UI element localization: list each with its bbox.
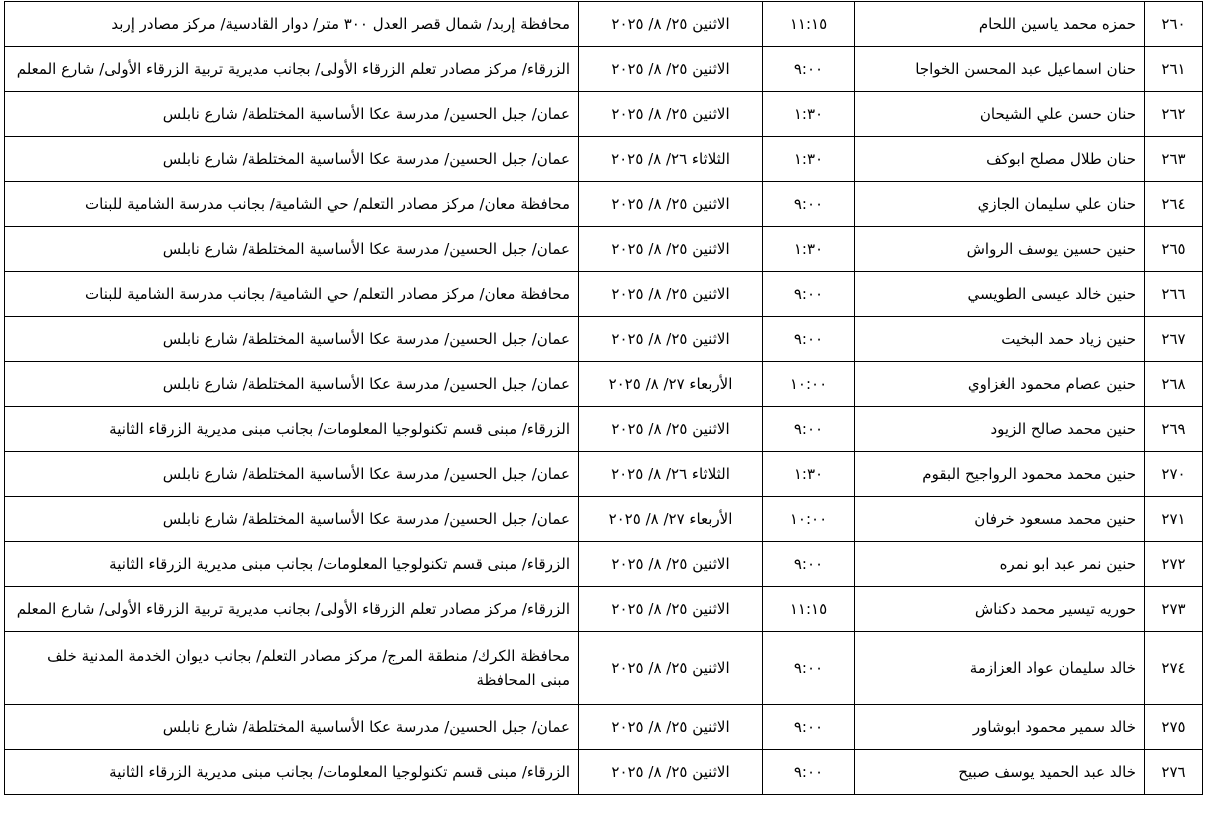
row-number: ٢٦٥ xyxy=(1145,227,1203,272)
appointment-time: ٩:٠٠ xyxy=(763,407,855,452)
appointment-time: ١:٣٠ xyxy=(763,227,855,272)
appointment-time: ٩:٠٠ xyxy=(763,47,855,92)
person-name: خالد سمير محمود ابوشاور xyxy=(855,705,1145,750)
person-name: حوريه تيسير محمد دكناش xyxy=(855,587,1145,632)
row-number: ٢٧٣ xyxy=(1145,587,1203,632)
table-row xyxy=(5,705,1203,750)
person-name: حنين نمر عبد ابو نمره xyxy=(855,542,1145,587)
row-number: ٢٦٨ xyxy=(1145,362,1203,407)
appointment-date: الاثنين ٢٥/ ٨/ ٢٠٢٥ xyxy=(579,272,763,317)
schedule-table xyxy=(4,1,1203,795)
person-name: حنين محمد محمود الرواجيح البقوم xyxy=(855,452,1145,497)
appointment-date: الثلاثاء ٢٦/ ٨/ ٢٠٢٥ xyxy=(579,137,763,182)
appointment-location: الزرقاء/ مبنى قسم تكنولوجيا المعلومات/ بجانب مبنى مديرية الزرقاء الثانية xyxy=(5,542,579,587)
row-number: ٢٧١ xyxy=(1145,497,1203,542)
appointment-date: الثلاثاء ٢٦/ ٨/ ٢٠٢٥ xyxy=(579,452,763,497)
appointment-time: ١١:١٥ xyxy=(763,2,855,47)
person-name: حمزه محمد ياسين اللحام xyxy=(855,2,1145,47)
appointment-date: الاثنين ٢٥/ ٨/ ٢٠٢٥ xyxy=(579,632,763,705)
row-number: ٢٦٤ xyxy=(1145,182,1203,227)
appointment-time: ١٠:٠٠ xyxy=(763,362,855,407)
table-row xyxy=(5,452,1203,497)
row-number: ٢٧٤ xyxy=(1145,632,1203,705)
appointment-date: الاثنين ٢٥/ ٨/ ٢٠٢٥ xyxy=(579,317,763,362)
schedule-table-wrapper xyxy=(4,1,1202,795)
appointment-location: عمان/ جبل الحسين/ مدرسة عكا الأساسية المختلطة/ شارع نابلس xyxy=(5,92,579,137)
appointment-time: ١١:١٥ xyxy=(763,587,855,632)
table-row xyxy=(5,632,1203,705)
appointment-date: الاثنين ٢٥/ ٨/ ٢٠٢٥ xyxy=(579,182,763,227)
row-number: ٢٦٠ xyxy=(1145,2,1203,47)
person-name: حنان طلال مصلح ابوكف xyxy=(855,137,1145,182)
table-row xyxy=(5,137,1203,182)
person-name: حنان اسماعيل عبد المحسن الخواجا xyxy=(855,47,1145,92)
appointment-time: ١:٣٠ xyxy=(763,92,855,137)
table-row xyxy=(5,2,1203,47)
appointment-time: ٩:٠٠ xyxy=(763,750,855,795)
appointment-date: الأربعاء ٢٧/ ٨/ ٢٠٢٥ xyxy=(579,497,763,542)
row-number: ٢٦١ xyxy=(1145,47,1203,92)
row-number: ٢٦٩ xyxy=(1145,407,1203,452)
appointment-time: ١٠:٠٠ xyxy=(763,497,855,542)
table-row xyxy=(5,587,1203,632)
appointment-date: الأربعاء ٢٧/ ٨/ ٢٠٢٥ xyxy=(579,362,763,407)
appointment-time: ١:٣٠ xyxy=(763,137,855,182)
appointment-location: الزرقاء/ مركز مصادر تعلم الزرقاء الأولى/ بجانب مديرية تربية الزرقاء الأولى/ شارع المعلم xyxy=(5,47,579,92)
person-name: حنان حسن علي الشيحان xyxy=(855,92,1145,137)
table-row xyxy=(5,47,1203,92)
table-row xyxy=(5,542,1203,587)
appointment-date: الاثنين ٢٥/ ٨/ ٢٠٢٥ xyxy=(579,92,763,137)
row-number: ٢٦٧ xyxy=(1145,317,1203,362)
table-row xyxy=(5,362,1203,407)
row-number: ٢٧٠ xyxy=(1145,452,1203,497)
appointment-time: ٩:٠٠ xyxy=(763,632,855,705)
appointment-location: محافظة معان/ مركز مصادر التعلم/ حي الشامية/ بجانب مدرسة الشامية للبنات xyxy=(5,272,579,317)
appointment-location: محافظة معان/ مركز مصادر التعلم/ حي الشامية/ بجانب مدرسة الشامية للبنات xyxy=(5,182,579,227)
appointment-time: ١:٣٠ xyxy=(763,452,855,497)
person-name: حنين محمد صالح الزيود xyxy=(855,407,1145,452)
appointment-time: ٩:٠٠ xyxy=(763,182,855,227)
appointment-location: الزرقاء/ مركز مصادر تعلم الزرقاء الأولى/ بجانب مديرية تربية الزرقاء الأولى/ شارع المعلم xyxy=(5,587,579,632)
person-name: حنين عصام محمود الغزاوي xyxy=(855,362,1145,407)
row-number: ٢٧٦ xyxy=(1145,750,1203,795)
appointment-location: عمان/ جبل الحسين/ مدرسة عكا الأساسية المختلطة/ شارع نابلس xyxy=(5,227,579,272)
table-row xyxy=(5,182,1203,227)
table-row xyxy=(5,317,1203,362)
person-name: حنين محمد مسعود خرفان xyxy=(855,497,1145,542)
appointment-location: محافظة الكرك/ منطقة المرج/ مركز مصادر التعلم/ بجانب ديوان الخدمة المدنية خلف مبنى المحافظة xyxy=(5,632,579,705)
appointment-date: الاثنين ٢٥/ ٨/ ٢٠٢٥ xyxy=(579,2,763,47)
appointment-time: ٩:٠٠ xyxy=(763,705,855,750)
table-row xyxy=(5,272,1203,317)
appointment-location: عمان/ جبل الحسين/ مدرسة عكا الأساسية المختلطة/ شارع نابلس xyxy=(5,317,579,362)
appointment-date: الاثنين ٢٥/ ٨/ ٢٠٢٥ xyxy=(579,542,763,587)
row-number: ٢٧٢ xyxy=(1145,542,1203,587)
appointment-date: الاثنين ٢٥/ ٨/ ٢٠٢٥ xyxy=(579,407,763,452)
appointment-location: عمان/ جبل الحسين/ مدرسة عكا الأساسية المختلطة/ شارع نابلس xyxy=(5,497,579,542)
person-name: حنين خالد عيسى الطويسي xyxy=(855,272,1145,317)
row-number: ٢٧٥ xyxy=(1145,705,1203,750)
person-name: خالد سليمان عواد العزازمة xyxy=(855,632,1145,705)
table-row xyxy=(5,407,1203,452)
person-name: حنين زياد حمد البخيت xyxy=(855,317,1145,362)
table-row xyxy=(5,92,1203,137)
appointment-time: ٩:٠٠ xyxy=(763,272,855,317)
table-row xyxy=(5,750,1203,795)
appointment-date: الاثنين ٢٥/ ٨/ ٢٠٢٥ xyxy=(579,47,763,92)
table-row xyxy=(5,227,1203,272)
appointment-date: الاثنين ٢٥/ ٨/ ٢٠٢٥ xyxy=(579,750,763,795)
person-name: خالد عبد الحميد يوسف صبيح xyxy=(855,750,1145,795)
row-number: ٢٦٦ xyxy=(1145,272,1203,317)
appointment-date: الاثنين ٢٥/ ٨/ ٢٠٢٥ xyxy=(579,227,763,272)
person-name: حنان علي سليمان الجازي xyxy=(855,182,1145,227)
appointment-date: الاثنين ٢٥/ ٨/ ٢٠٢٥ xyxy=(579,587,763,632)
appointment-location: عمان/ جبل الحسين/ مدرسة عكا الأساسية المختلطة/ شارع نابلس xyxy=(5,452,579,497)
appointment-time: ٩:٠٠ xyxy=(763,317,855,362)
appointment-date: الاثنين ٢٥/ ٨/ ٢٠٢٥ xyxy=(579,705,763,750)
appointment-location: عمان/ جبل الحسين/ مدرسة عكا الأساسية المختلطة/ شارع نابلس xyxy=(5,705,579,750)
appointment-location: عمان/ جبل الحسين/ مدرسة عكا الأساسية المختلطة/ شارع نابلس xyxy=(5,362,579,407)
appointment-location: عمان/ جبل الحسين/ مدرسة عكا الأساسية المختلطة/ شارع نابلس xyxy=(5,137,579,182)
row-number: ٢٦٣ xyxy=(1145,137,1203,182)
person-name: حنين حسين يوسف الرواش xyxy=(855,227,1145,272)
appointment-location: الزرقاء/ مبنى قسم تكنولوجيا المعلومات/ بجانب مبنى مديرية الزرقاء الثانية xyxy=(5,407,579,452)
appointment-time: ٩:٠٠ xyxy=(763,542,855,587)
appointment-location: محافظة إربد/ شمال قصر العدل ٣٠٠ متر/ دوار القادسية/ مركز مصادر إربد xyxy=(5,2,579,47)
appointment-location: الزرقاء/ مبنى قسم تكنولوجيا المعلومات/ بجانب مبنى مديرية الزرقاء الثانية xyxy=(5,750,579,795)
table-row xyxy=(5,497,1203,542)
row-number: ٢٦٢ xyxy=(1145,92,1203,137)
